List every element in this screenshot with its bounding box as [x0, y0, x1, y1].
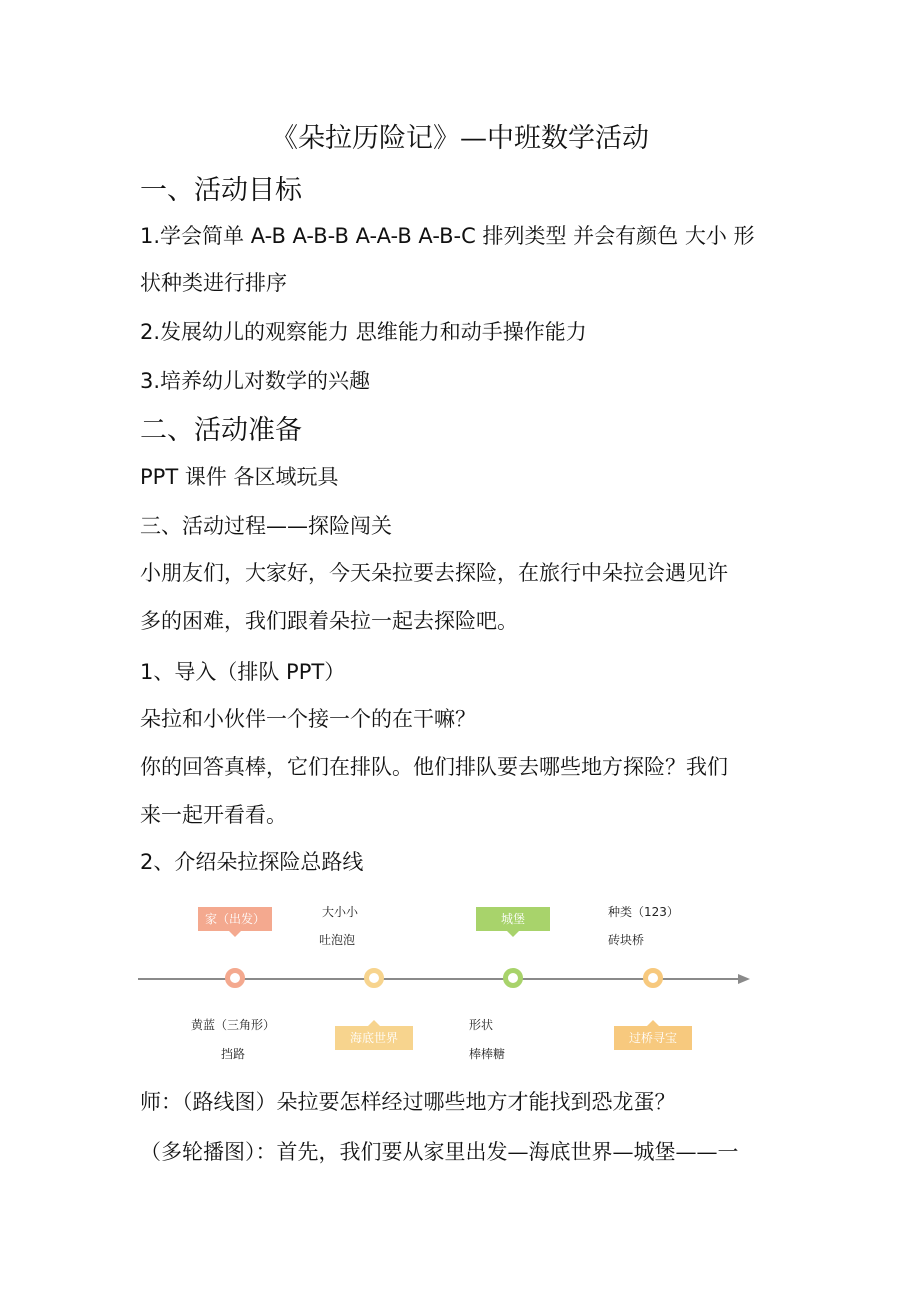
step-1-answer-line-2: 来一起开看看。 [140, 803, 287, 827]
carousel-line: （多轮播图）：首先，我们要从家里出发—海底世界—城堡——一 [140, 1140, 739, 1164]
route-node-home [225, 968, 245, 988]
label-block-road: 挡路 [220, 1047, 245, 1061]
page-title: 《朵拉历险记》—中班数学活动 [271, 123, 649, 154]
label-size-pattern: 大小小 [322, 905, 359, 919]
goal-1-line-2: 状种类进行排序 [140, 271, 287, 295]
intro-line-1: 小朋友们，大家好，今天朵拉要去探险，在旅行中朵拉会遇见许 [140, 561, 728, 585]
goal-3: 3.培养幼儿对数学的兴趣 [140, 369, 371, 393]
step-1-answer-line-1: 你的回答真棒，它们在排队。他们排队要去哪些地方探险？我们 [140, 755, 728, 779]
label-brick-bridge: 砖块桥 [608, 933, 645, 947]
tag-home: 家（出发） [198, 907, 272, 931]
preparation-text: PPT 课件 各区域玩具 [140, 465, 339, 489]
tag-bridge-treasure: 过桥寻宝 [614, 1026, 692, 1050]
goal-1-line-1: 1.学会简单 A-B A-B-B A-A-B A-B-C 排列类型 并会有颜色 大小 形 [140, 224, 755, 248]
tag-castle: 城堡 [476, 907, 550, 931]
route-node-bridge [643, 968, 663, 988]
route-diagram [138, 895, 758, 1070]
section-heading-process: 三、活动过程——探险闯关 [140, 514, 392, 538]
teacher-line: 师：（路线图）朵拉要怎样经过哪些地方才能找到恐龙蛋？ [140, 1090, 676, 1114]
section-heading-preparation: 二、活动准备 [140, 415, 302, 446]
label-kind-pattern: 种类（123） [608, 905, 679, 919]
step-1-heading: 1、导入（排队 PPT） [140, 660, 346, 684]
step-1-question: 朵拉和小伙伴一个接一个的在干嘛？ [140, 707, 476, 731]
label-bubbles: 吐泡泡 [319, 933, 356, 947]
section-heading-goals: 一、活动目标 [140, 175, 302, 206]
route-node-sea [364, 968, 384, 988]
route-node-castle [503, 968, 523, 988]
timeline-arrow-icon [738, 974, 750, 984]
step-2-heading: 2、介绍朵拉探险总路线 [140, 850, 364, 874]
intro-line-2: 多的困难，我们跟着朵拉一起去探险吧。 [140, 609, 518, 633]
label-lollipop: 棒棒糖 [469, 1047, 506, 1061]
tag-sea-world: 海底世界 [335, 1026, 413, 1050]
label-shape-pattern: 形状 [469, 1018, 494, 1032]
label-color-pattern: 黄蓝（三角形） [190, 1018, 275, 1032]
goal-2: 2.发展幼儿的观察能力 思维能力和动手操作能力 [140, 320, 587, 344]
